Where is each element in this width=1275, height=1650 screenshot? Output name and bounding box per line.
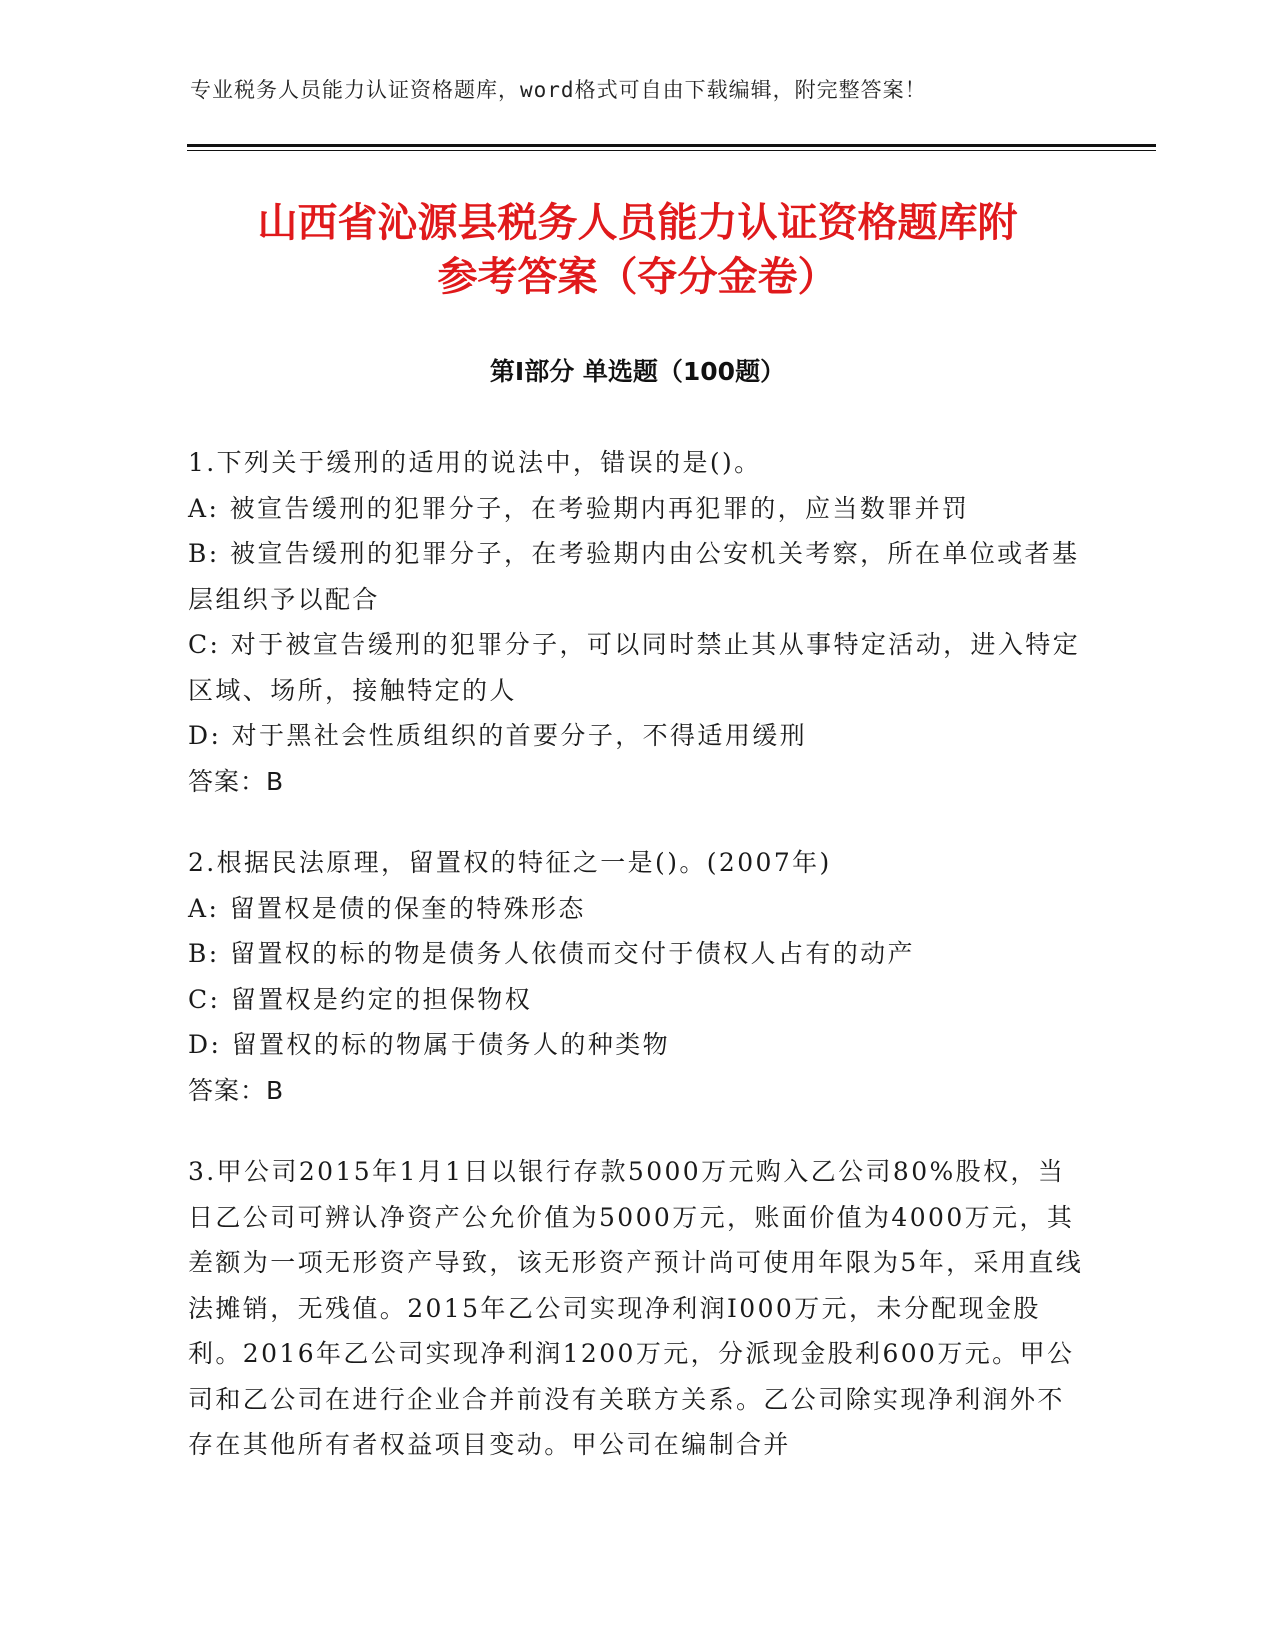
title-line-2: 参考答案（夺分金卷）	[437, 254, 838, 300]
question-stem: 3.甲公司2015年1月1日以银行存款5000万元购入乙公司80%股权，当日乙公司可辨认净资产公允价值为5000万元，账面价值为4000万元，其差额为一项无形资产导致，该无形资产预计尚可使用年限为5年，采用直线法摊销，无残值。2015年乙公司实现净利润I000万元，未分配现金股利。2016年乙公司实现净利润1200万元，分派现金股利600万元。甲公司和乙公司在进行企业合并前没有关联方关系。乙公司除实现净利润外不存在其他所有者权益项目变动。甲公司在编制合并	[188, 1157, 1084, 1459]
answer: 答案：B	[188, 1075, 285, 1105]
header-rule-thin	[187, 150, 1156, 151]
section-heading: 第Ⅰ部分 单选题（100题）	[489, 357, 786, 386]
header-note: 专业税务人员能力认证资格题库，word格式可自由下载编辑，附完整答案！	[190, 78, 927, 102]
question-list	[188, 440, 1088, 1504]
option-d: D: 对于黑社会性质组织的首要分子，不得适用缓刑	[188, 721, 808, 750]
question-3	[188, 1149, 1088, 1468]
header-rule-thick	[187, 144, 1156, 147]
option-b: B: 留置权的标的物是债务人依债而交付于债权人占有的动产	[188, 939, 915, 968]
option-c: C: 对于被宣告缓刑的犯罪分子，可以同时禁止其从事特定活动，进入特定区域、场所，接触特定的人	[188, 630, 1081, 705]
option-a: A: 留置权是债的保奎的特殊形态	[188, 893, 586, 923]
option-a: A: 被宣告缓刑的犯罪分子，在考验期内再犯罪的，应当数罪并罚	[188, 493, 970, 523]
question-2	[188, 840, 1088, 1113]
document-title	[150, 196, 1125, 304]
question-1	[188, 440, 1088, 804]
question-stem: 2.根据民法原理，留置权的特征之一是()。(2007年)	[188, 848, 832, 877]
option-c: C: 留置权是约定的担保物权	[188, 984, 533, 1014]
option-b: B: 被宣告缓刑的犯罪分子，在考验期内由公安机关考察，所在单位或者基层组织予以配合	[188, 539, 1080, 614]
option-d: D: 留置权的标的物属于债务人的种类物	[188, 1030, 671, 1059]
title-line-1: 山西省沁源县税务人员能力认证资格题库附	[257, 200, 1018, 246]
answer: 答案：B	[188, 766, 285, 796]
question-stem: 1.下列关于缓刑的适用的说法中，错误的是()。	[188, 448, 762, 477]
